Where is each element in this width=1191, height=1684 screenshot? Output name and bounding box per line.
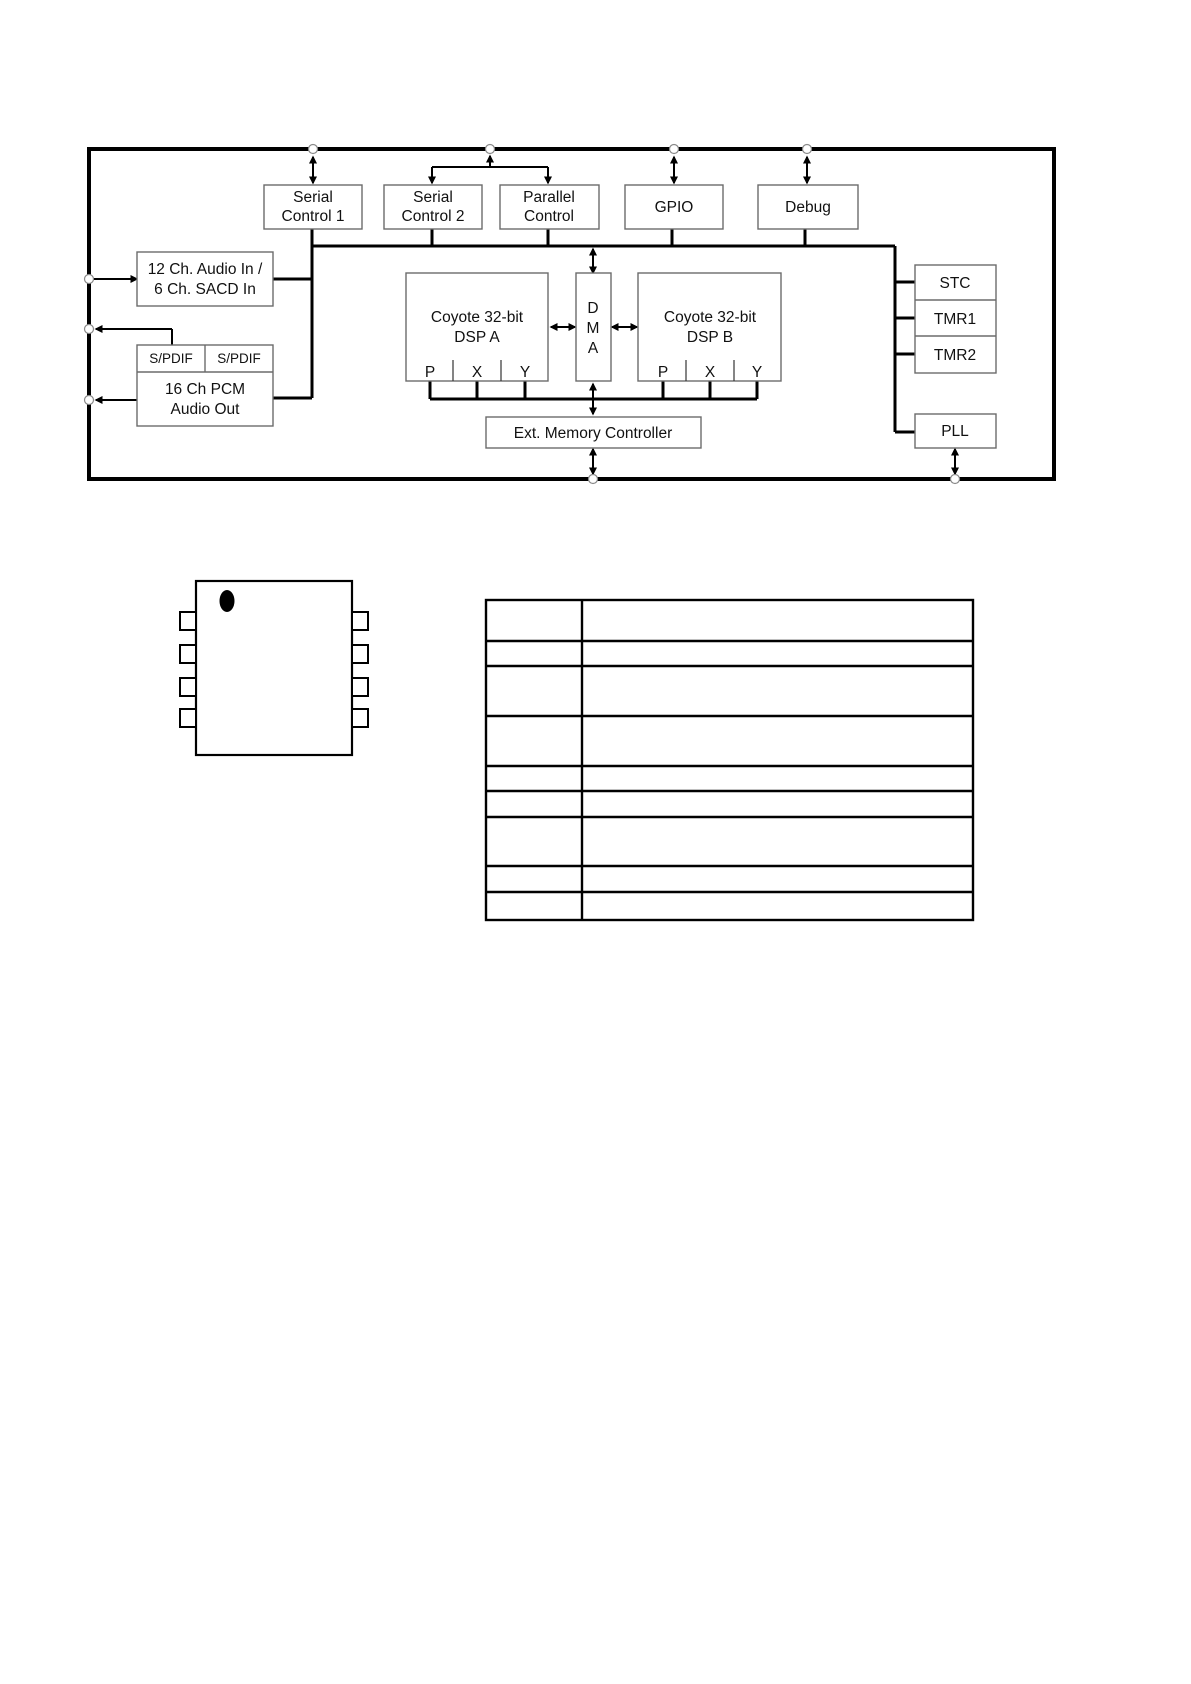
package-pin [352,612,368,630]
gpio-label: GPIO [654,199,694,216]
parallel-control-label: Control [524,208,574,225]
dsp-b-label: Coyote 32-bit [663,309,757,326]
debug-block [758,185,858,229]
dma-label: D [587,300,599,317]
parallel-control-block [500,185,599,229]
package-pin [352,645,368,663]
package-pin [352,678,368,696]
dsp-b-port-p: P [657,364,669,381]
package-pin [180,612,196,630]
serial-control-2-block [384,185,482,229]
package-body [196,581,352,755]
dsp-a-port-x: X [471,364,483,381]
dsp-a-port-y: Y [519,364,531,381]
package-pin [180,678,196,696]
dsp-a-label: Coyote 32-bit [430,309,524,326]
dsp-a-block [406,273,548,381]
gpio-block [625,185,723,229]
dsp-a-label: DSP A [454,329,500,346]
pll-block [915,414,996,448]
pin1-marker-dot [220,590,235,612]
ext-memory-controller-block [486,417,701,448]
timer-block [915,265,996,373]
audio-in-label: 6 Ch. SACD In [154,281,256,298]
serial-control-1-label: Control 1 [281,208,345,225]
debug-label: Debug [785,199,831,216]
dsp-a-port-p: P [424,364,436,381]
audio-out-block [137,345,273,426]
pcm-out-label: Audio Out [170,401,240,418]
dsp-b-port-y: Y [751,364,763,381]
serial-control-2-label: Control 2 [401,208,465,225]
dsp-b-label: DSP B [686,329,734,346]
dma-block [576,273,611,381]
dsp-b-block [638,273,781,381]
pll-label: PLL [941,423,969,440]
stc-label: STC [939,275,971,292]
package-pin [352,709,368,727]
spdif-label: S/PDIF [217,351,261,366]
pin-table [486,600,973,920]
package-pin [180,645,196,663]
tmr1-label: TMR1 [933,311,977,328]
dma-label: A [587,340,599,357]
spdif-label: S/PDIF [149,351,193,366]
audio-in-label: 12 Ch. Audio In / [147,261,263,278]
tmr2-label: TMR2 [933,347,977,364]
serial-control-2-label: Serial [413,189,453,206]
serial-control-1-label: Serial [293,189,333,206]
dma-label: M [586,320,600,337]
pcm-out-label: 16 Ch PCM [164,381,246,398]
serial-control-1-block [264,185,362,229]
dsp-b-port-x: X [704,364,716,381]
ext-memory-controller-label: Ext. Memory Controller [513,425,673,442]
package-outline [180,581,368,755]
audio-in-block [137,252,273,306]
package-pin [180,709,196,727]
parallel-control-label: Parallel [523,189,575,206]
